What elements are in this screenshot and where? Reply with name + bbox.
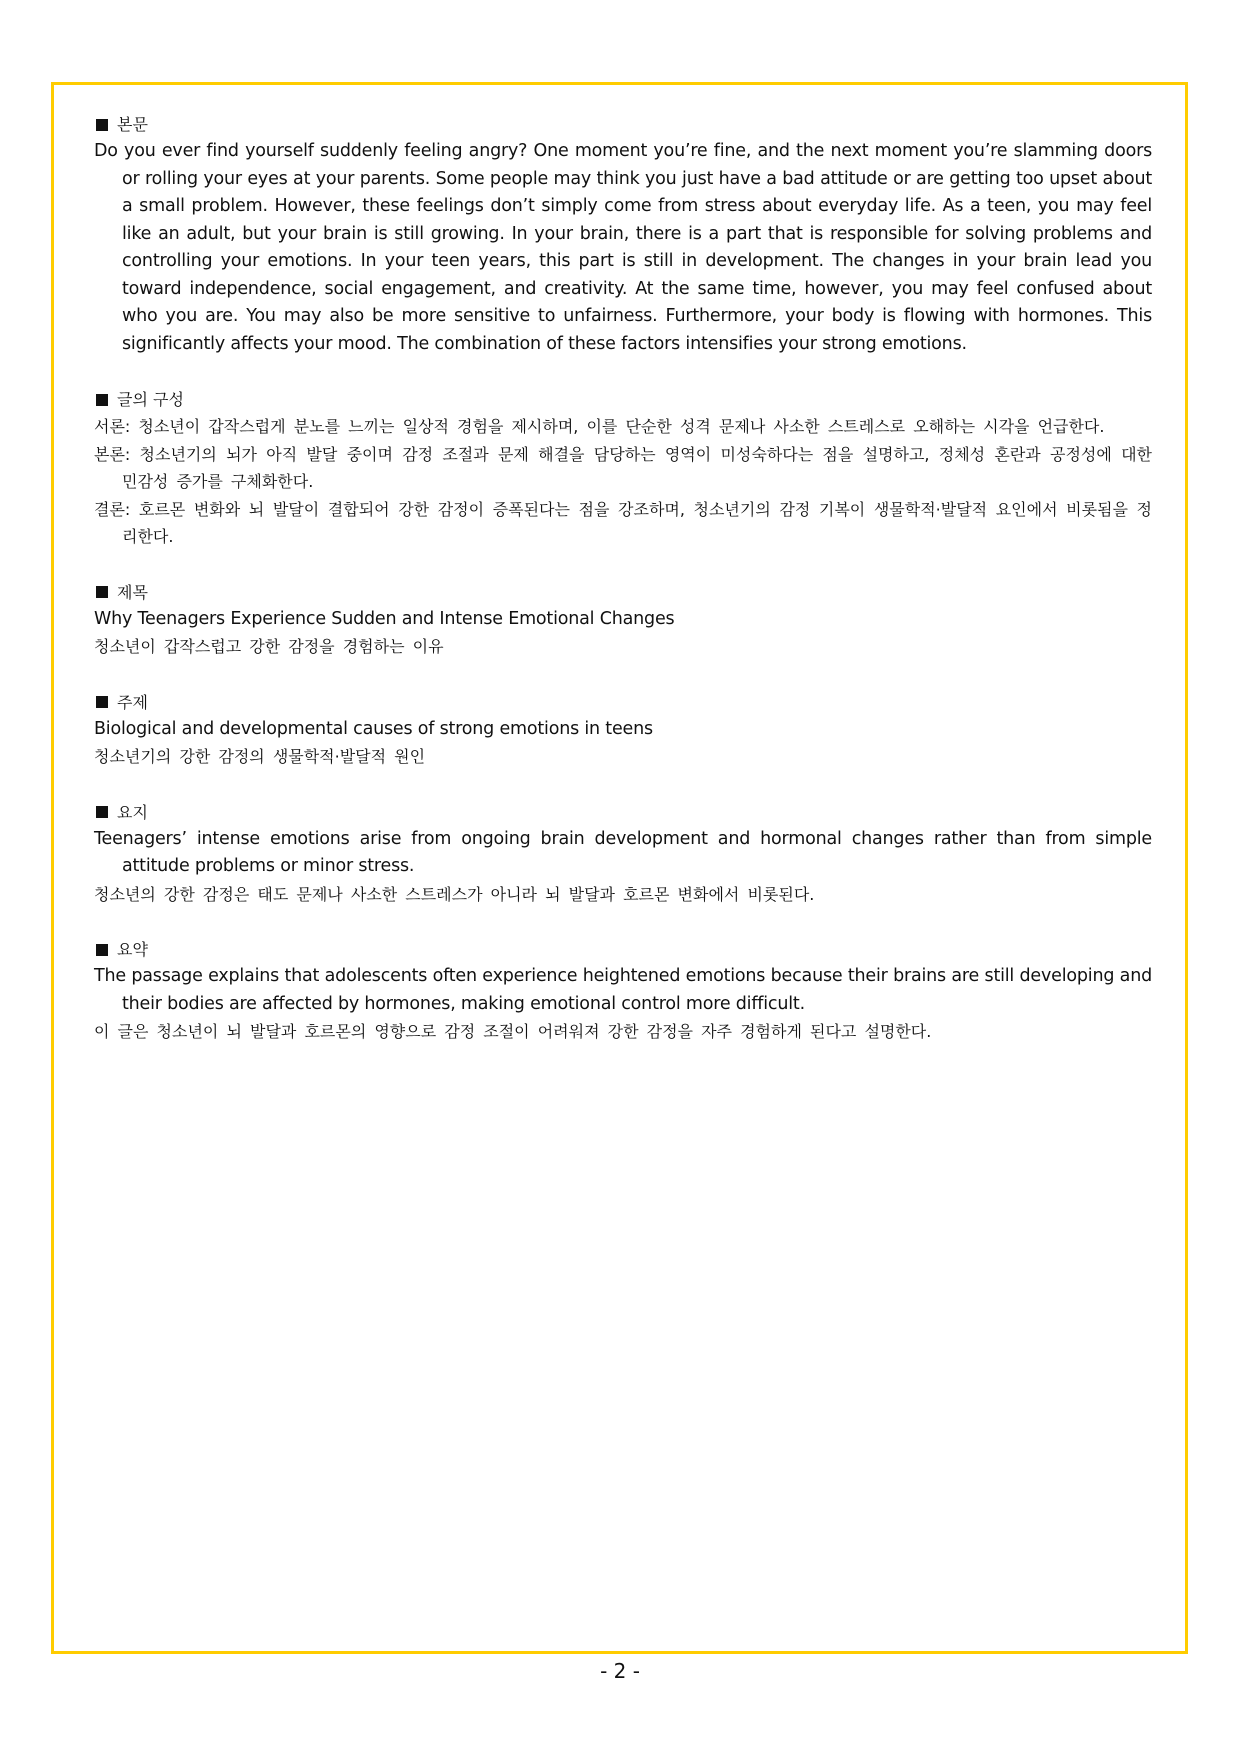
section-heading [94, 936, 1152, 963]
section-topic [94, 689, 1152, 771]
square-bullet-icon [96, 586, 108, 598]
section-heading [94, 386, 1152, 413]
heading-text: 주제 [117, 692, 148, 712]
section-title [94, 579, 1152, 661]
summary-korean: 이 글은 청소년이 뇌 발달과 호르몬의 영향으로 감정 조절이 어려워져 강한 감정을 자주 경험하게 된다고 설명한다. [94, 1022, 932, 1041]
main-idea-korean: 청소년의 강한 감정은 태도 문제나 사소한 스트레스가 아니라 뇌 발달과 호르몬 변화에서 비롯된다. [94, 884, 815, 904]
square-bullet-icon [96, 696, 108, 708]
passage-text: Do you ever find yourself suddenly feeling angry? One moment you’re fine, and the next moment you’re slamming doors or rolling your eyes at your parents. Some people may think you just have a bad attitude or are getting too upset about a small problem. However, these feelings don’t simply come from stress about everyday life. As a teen, you may feel like an adult, but your brain is still growing. In your brain, there is a part that is responsible for solving problems and controlling your emotions. In your teen years, this part is still in development. The changes in your brain lead you toward independence, social engagement, and creativity. At the same time, however, you may feel confused about who you are. You may also be more sensitive to unfairness. Furthermore, your body is flowing with hormones. This significantly affects your mood. The combination of these factors intensifies your strong emotions. [94, 141, 1152, 354]
section-heading [94, 111, 1152, 138]
main-idea-english: Teenagers’ intense emotions arise from ongoing brain development and hormonal changes rather than from simple attitude problems or minor stress. [94, 828, 1152, 876]
topic-korean: 청소년기의 강한 감정의 생물학적·발달적 원인 [94, 747, 426, 766]
page-number: - 2 - [600, 1659, 640, 1683]
structure-intro: 서론: 청소년이 갑작스럽게 분노를 느끼는 일상적 경험을 제시하며, 이를 단순한 성격 문제나 사소한 스트레스로 오해하는 시각을 언급한다. [94, 417, 1105, 436]
square-bullet-icon [96, 394, 108, 406]
page-content [94, 111, 1152, 1074]
square-bullet-icon [96, 806, 108, 818]
title-korean: 청소년이 갑작스럽고 강한 감정을 경험하는 이유 [94, 637, 444, 656]
structure-body: 본론: 청소년기의 뇌가 아직 발달 중이며 감정 조절과 문제 해결을 담당하는 영역이 미성숙하다는 점을 설명하고, 정체성 혼란과 공정성에 대한 민감성 증가를 구체화한다. [94, 444, 1152, 491]
section-heading [94, 579, 1152, 606]
heading-text: 글의 구성 [117, 390, 184, 409]
square-bullet-icon [96, 119, 108, 131]
section-heading [94, 689, 1152, 716]
topic-english: Biological and developmental causes of strong emotions in teens [94, 718, 653, 739]
heading-text: 요약 [117, 940, 148, 959]
structure-conclusion: 결론: 호르몬 변화와 뇌 발달이 결합되어 강한 감정이 증폭된다는 점을 강조하며, 청소년기의 감정 기복이 생물학적·발달적 요인에서 비롯됨을 정리한다. [94, 499, 1152, 546]
section-structure [94, 386, 1152, 551]
section-heading [94, 799, 1152, 826]
section-body [94, 111, 1152, 358]
heading-text: 제목 [117, 582, 148, 602]
heading-text: 본문 [117, 115, 148, 134]
title-english: Why Teenagers Experience Sudden and Intense Emotional Changes [94, 608, 675, 629]
section-summary [94, 936, 1152, 1046]
square-bullet-icon [96, 944, 108, 956]
section-main-idea [94, 799, 1152, 909]
page-frame [51, 82, 1188, 1654]
heading-text: 요지 [117, 802, 148, 822]
summary-english: The passage explains that adolescents often experience heightened emotions because their brains are still developing and their bodies are affected by hormones, making emotional control more difficult. [94, 966, 1152, 1014]
